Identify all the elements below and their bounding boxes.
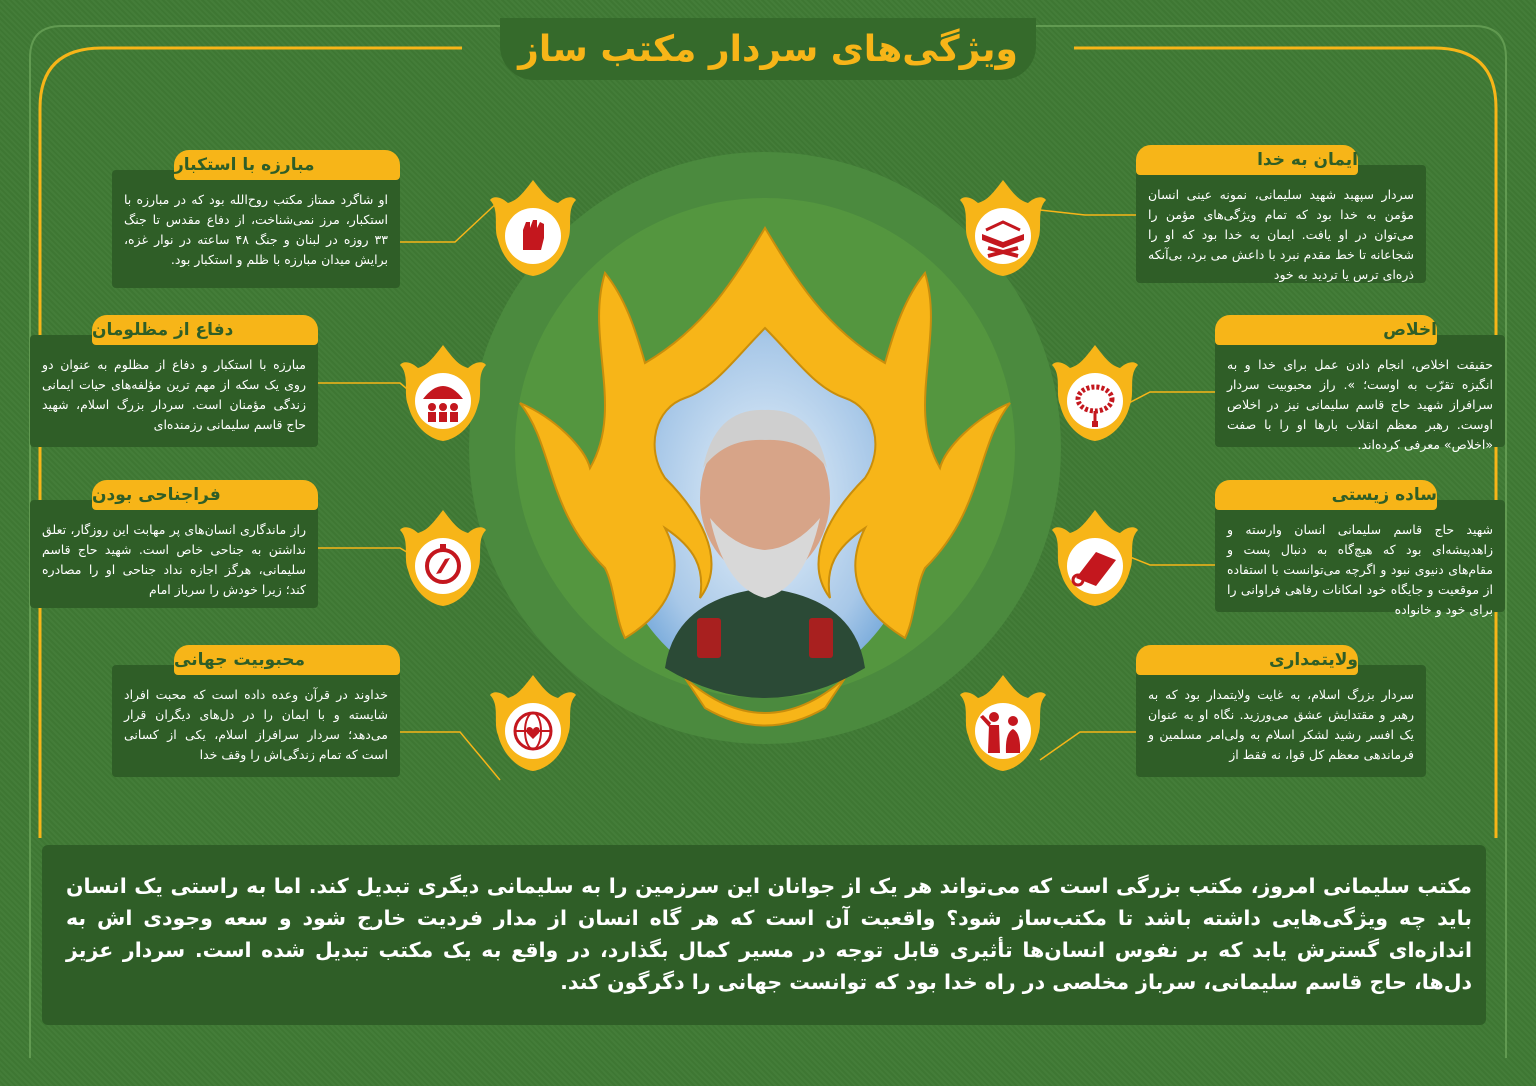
leader-follower-icon [958, 673, 1048, 773]
card-non-partisan [30, 485, 318, 608]
card-faith-in-god [1136, 150, 1426, 283]
card-header: ولایتمداری [1136, 645, 1358, 675]
title-banner [500, 18, 1036, 80]
card-simple-living [1215, 485, 1505, 617]
card-header: دفاع از مظلومان [92, 315, 318, 345]
globe-heart-icon [488, 673, 578, 773]
card-header: مبارزه با استکبار [174, 150, 400, 180]
umbrella-people-icon [398, 343, 488, 443]
card-global-popularity [112, 650, 400, 777]
card-text: مبارزه با استکبار و دفاع از مظلوم به عنوان دو روی یک سکه از مهم ترین مؤلفه‌های حیات ایمانی زندگی مؤمنان است. سردار بزرگ اسلام، شهید حاج قاسم سلیمانی رزمنده‌ای [42, 357, 306, 432]
card-header: اخلاص [1215, 315, 1437, 345]
card-header: ساده زیستی [1215, 480, 1437, 510]
summary-text: مکتب سلیمانی امروز، مکتب بزرگی است که می‌تواند هر یک از جوانان این سرزمین را به سلیمانی دیگری تبدیل کند. اما به راستی یک انسان باید چه ویژگی‌هایی داشته باشد تا مکتب‌ساز شود؟ واقعیت آن است که هر گاه انسان از مدار فردیت خارج شود و سعه وجودی اش به اندازه‌ای گسترش یابد که بر نفوس انسان‌ها تأثیری قابل توجه در مسیر کمال بگذارد، در واقع به یک مکتب تبدیل شده است. سردار عزیز دل‌ها، حاج قاسم سلیمانی، سرباز مخلصی در راه خدا بود که توانست جهانی را دگرگون کند. [66, 874, 1472, 994]
card-text: راز ماندگاری انسان‌های پر مهابت این روزگار، تعلق نداشتن به جناحی خاص است. شهید حاج قاسم سلیمانی، هرگز اجازه نداد جناحی او را مصادره کند؛ زیرا خودش را سرباز امام [42, 522, 306, 597]
card-text: حقیقت اخلاص، انجام دادن عمل برای خدا و به انگیزه تقرّب به اوست؛ ». راز محبوبیت سردار سرافراز شهید حاج قاسم سلیمانی نیز در اخلاص اوست. رهبر معظم انقلاب بارها او را با صفت «اخلاص» معرفی کرده‌اند. [1227, 357, 1493, 452]
card-text: شهید حاج قاسم سلیمانی انسان وارسته و زاهدپیشه‌ای بود که هیچ‌گاه به دنبال پست و مقام‌های دنیوی نبود و اگرچه می‌توانست با استفاده از موقعیت و جایگاه خود امکانات رفاهی فراوانی را برای خود و خانواده [1227, 522, 1493, 617]
page-title: ویژگی‌های سردار مکتب ساز [518, 28, 1018, 70]
card-text: خداوند در قرآن وعده داده است که محبت افراد شایسته و با ایمان را در دل‌های دیگران قرار می‌دهد؛ سردار سرافراز اسلام، یکی از کسانی است که تمام زندگی‌اش را وقف خدا [124, 687, 388, 762]
quran-book-icon [958, 178, 1048, 278]
prayer-beads-icon [1050, 343, 1140, 443]
card-fighting-arrogance [112, 155, 400, 288]
card-text: او شاگرد ممتاز مکتب روح‌الله بود که در مبارزه با استکبار، مرز نمی‌شناخت، از دفاع مقدس تا جنگ ۳۳ روزه در لبنان و جنگ ۴۸ ساعته در نوار غزه، برایش میدان مبارزه با ظلم و استکبار بود. [124, 192, 388, 267]
card-loyalty [1136, 650, 1426, 777]
raised-fist-icon [488, 178, 578, 278]
compass-icon [398, 508, 488, 608]
card-header: ایمان به خدا [1136, 145, 1358, 175]
card-header: فراجناحی بودن [92, 480, 318, 510]
card-text: سردار بزرگ اسلام، به غایت ولایتمدار بود که به رهبر و مقتدایش عشق می‌ورزید. نگاه او به عنوان یک افسر رشید لشکر اسلام به ولی‌امر مسلمین و فرماندهی معظم کل قوا، نه فقط از [1148, 687, 1414, 762]
card-header: محبوبیت جهانی [174, 645, 400, 675]
card-defending-oppressed [30, 320, 318, 447]
card-sincerity [1215, 320, 1505, 452]
card-text: سردار سپهبد شهید سلیمانی، نمونه عینی انسان مؤمن به خدا بود که تمام ویژگی‌های مؤمن را می‌توان در او یافت. ایمان به خدا بود که او را شجاعانه تا خط مقدم نبرد با داعش می برد، بی‌آنکه ذره‌ای ترس یا تردید به خود [1148, 187, 1414, 282]
prayer-rug-icon [1050, 508, 1140, 608]
